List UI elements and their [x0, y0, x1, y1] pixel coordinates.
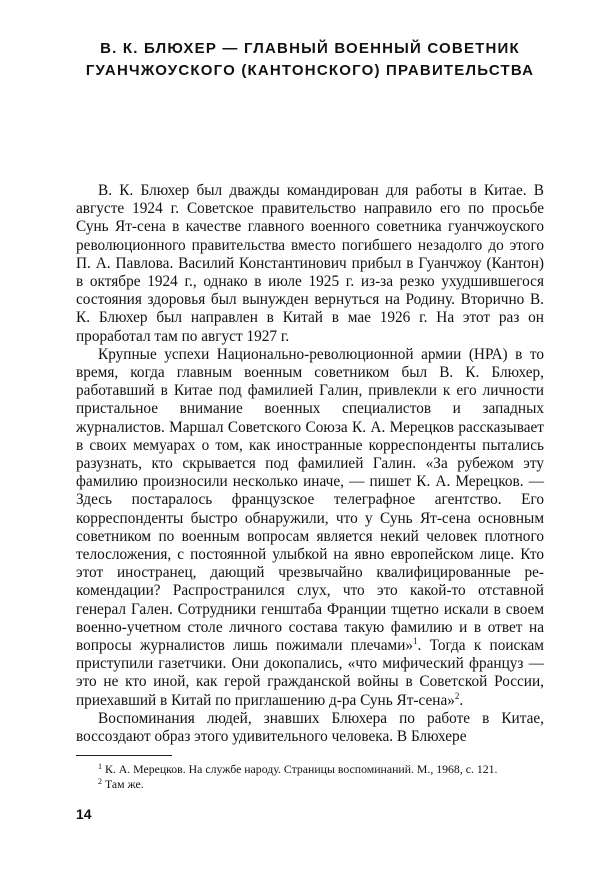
chapter-title — [76, 38, 544, 82]
footnote-2-text: Там же. — [102, 777, 144, 792]
paragraph-1: В. К. Блюхер был дважды командирован для работы в Китае. В августе 1924 г. Советское правительство направило его по просьбе Сунь Ят-сена в качестве главного военного советника гуанчжоуского революционного правительства вместо погибшего незадолго до этого П. А. Павлова. Василий Константинович прибыл в Гуанчжоу (Кантон) в октябре 1924 г., однако в июле 1925 г. из-за резко ухудшившегося состояния здоровья был вынужден вернуться на Родину. Вторично В. К. Блюхер был направлен в Китай в мае 1926 г. На этот раз он проработал там по август 1927 г. — [76, 182, 544, 345]
footnote-2-mark: 2 — [98, 777, 102, 787]
footnote-2 — [76, 777, 544, 792]
paragraph-2-middle: . Тогда к поискам приступили газетчики. Они докопались, «что мифический француз — это не кто иной, как герой гражданской войны в Советской России, приехавший в Китай по приглашению д-ра Сунь Ят-сена» — [76, 637, 544, 709]
footnote-1-mark: 1 — [98, 762, 102, 772]
footnote-1-text: К. А. Мерецков. На службе народу. Страницы воспоминаний. М., 1968, с. 121. — [102, 762, 498, 777]
paragraph-2-end: . — [459, 691, 464, 709]
footnotes — [76, 762, 544, 792]
page-number: 14 — [76, 806, 92, 822]
paragraph-2 — [76, 346, 544, 710]
paragraph-3: Воспоминания людей, знавших Блюхера по работе в Китае, воссоздают образ этого удивительного человека. В Блюхере — [76, 709, 544, 746]
footnote-divider — [76, 755, 172, 756]
page-content — [76, 38, 544, 792]
footnote-ref-1[interactable]: 1 — [413, 636, 418, 647]
chapter-title-line-2: ГУАНЧЖОУСКОГО (КАНТОНСКОГО) ПРАВИТЕЛЬСТВА — [85, 62, 535, 79]
paragraph-2-main: Крупные успехи Национально-революционной армии (НРА) в то время, когда главным военным советником был В. К. Блюхер, работавший в Китае под фамилией Галин, привлекли к его личности пристальное внимание военных специалистов и западных журналистов. Маршал Советского Союза К. А. Мерецков рассказывает в своих мемуарах о том, как иностранные корреспонденты пытались разузнать, кто скрывается под фамилией Галин. «За рубежом эту фамилию произносили несколько иначе, — пишет К. А. Мерецков. — Здесь постаралось французское телеграфное агентство. Его корреспонденты быстро обнаружили, что у Сунь Ят-сена основным советником по военным вопросам является некий человек плотного телосложения, с постоянной улыбкой на явно европейском лице. Кто этот иностранец, дающий чрезвычайно квалифицированные рекомендации? Распространился слух, что это какой-то отставной генерал Гален. Сотрудники генштаба Франции тщетно искали в своем военно-учетном столе личного состава такую фамилию и в ответ на вопросы журналистов лишь пожимали плечами» — [76, 345, 544, 655]
chapter-title-line-1: В. К. БЛЮХЕР — ГЛАВНЫЙ ВОЕННЫЙ СОВЕТНИК — [100, 40, 520, 57]
footnote-ref-2[interactable]: 2 — [454, 690, 460, 701]
body-text — [76, 182, 544, 746]
footnote-1 — [76, 762, 544, 777]
